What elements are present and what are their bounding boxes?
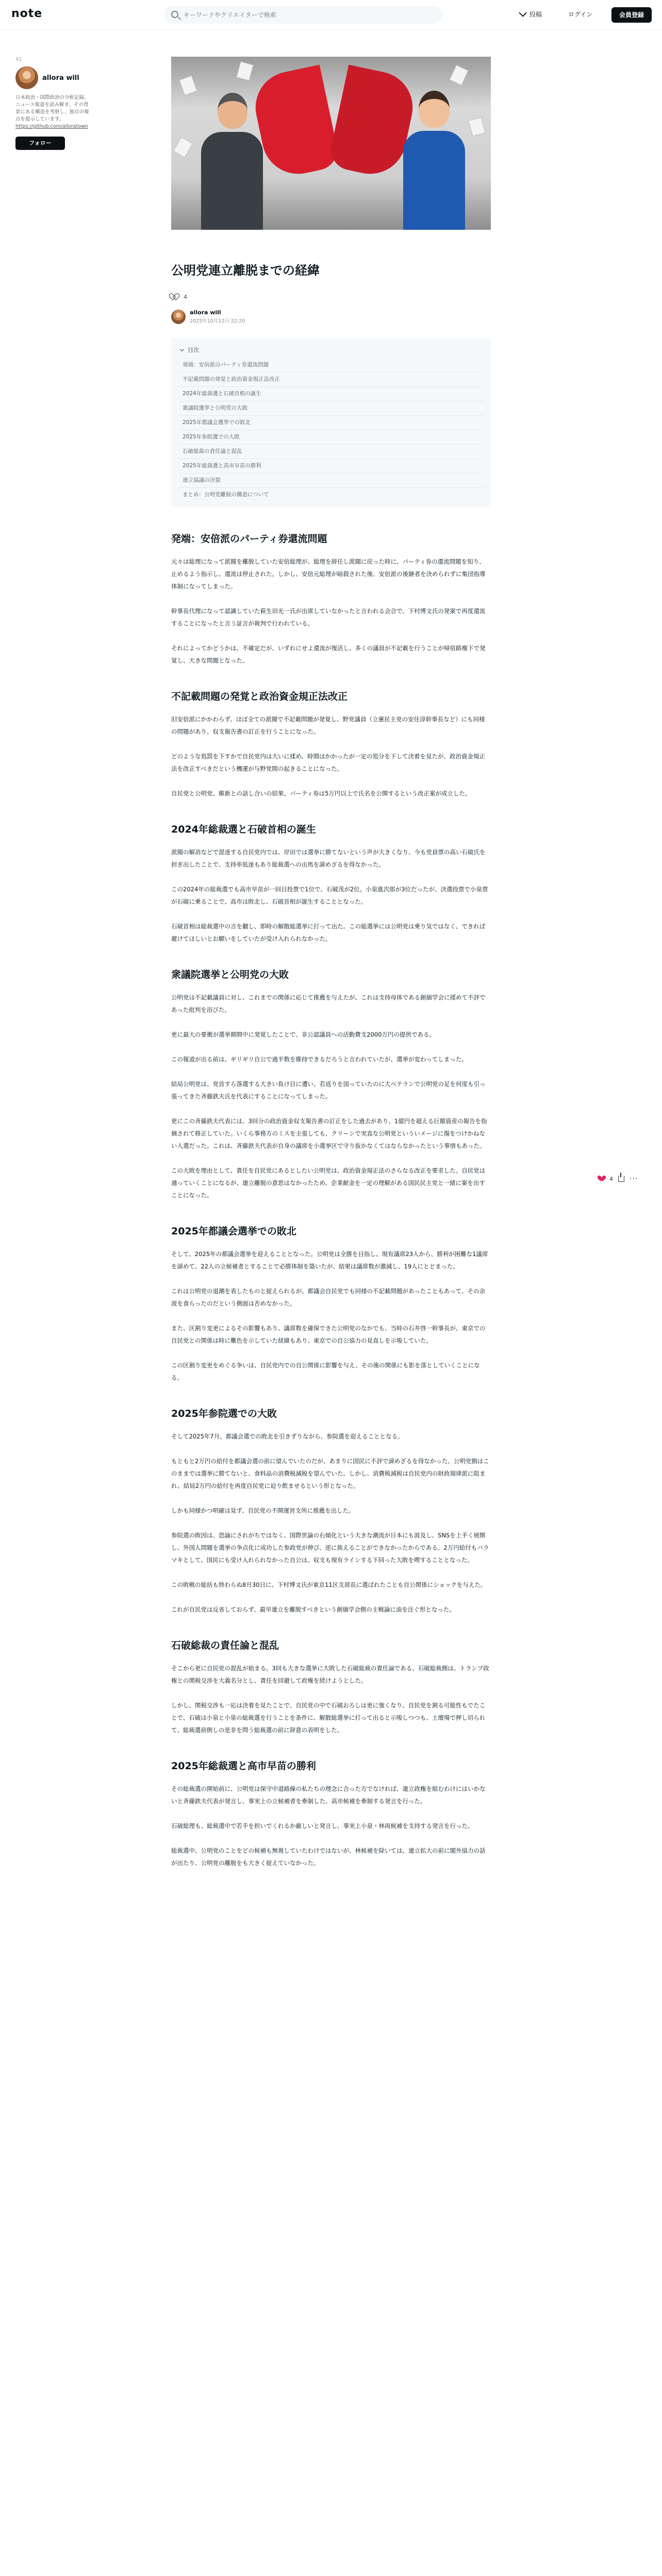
paragraph: 更に最大の要衝が選挙期間中に発覚したことで、非公認議員への活動費支2000万円の提供である。	[171, 1031, 436, 1038]
like-row	[171, 293, 491, 301]
follow-button[interactable]: フォロー	[15, 137, 65, 150]
flying-paper	[468, 117, 485, 137]
floating-actions	[599, 1175, 638, 1183]
toc-toggle[interactable]	[178, 346, 484, 354]
paragraph: どのような処罰を下すかで自民党内は大いに揉め、時間はかかったが一定の処分を下して決着を見たが、政治資金規正法を改正すべきだという機運が与野党間の起きることになった。	[171, 753, 486, 772]
publish-date: 2025年10月12日 22:20	[190, 318, 245, 324]
site-header	[0, 0, 662, 30]
search-input[interactable]	[184, 6, 436, 24]
author-name[interactable]: allora will	[190, 309, 221, 316]
woman-figure	[403, 91, 465, 230]
section-heading: 発端：安倍派のパーティ券還流問題	[171, 533, 327, 545]
paragraph: そして2025年7月、都議会選での敗北を引きずりながら、参院選を迎えることとなる。	[171, 1433, 404, 1440]
creator-link[interactable]: https://github.com/alloratown	[15, 124, 88, 129]
paragraph: 参院選の敗因は、恐論にされがちではなく、国際世論の右傾化という大きな潮流が日本にも波及し、SNSを上手く展開し、外国人問題を選挙の争点化に成功した参政党が伸び、逆に族えることができなかったからである。2万円給付もバラマキとして、国民にも受け入れられなかった自公は、収支も現有ラインする下回った大敗を喫することとなった。	[171, 1532, 489, 1564]
signup-button[interactable]: 会員登録	[611, 7, 652, 23]
paragraph: 石破総理も、総裁選中で若手を担いでくれるか厳しいと発言し、事実上小泉・林両候補を支持する発言を行った。	[171, 1822, 474, 1829]
article-title: 公明党連立離脱までの経緯	[171, 263, 320, 278]
paragraph: 石破首相は総裁選中の言を翻し、即時の解散総選挙に打って出た。この総選挙には公明党は乗り気ではなく、できれば避けてほしいとお願いをしていたが受け入れられなかった。	[171, 923, 486, 942]
share-icon[interactable]	[618, 1176, 624, 1182]
search-bar[interactable]	[164, 6, 442, 24]
section-heading: 2024年総裁選と石破首相の誕生	[171, 824, 316, 835]
paragraph: もともと2万円の給付を都議会選の前に望んでいたのだが、あまりに国民に不評で諦めざるを得なかった。公明党側はこのままでは選挙に勝てないと、食料品の消費税減税を望んでいた。しかし、消費税減税は自民党内の財政規律派に阻まれ、結局2万円の給付を再度自民党に迫り飲ませるという形となった。	[171, 1458, 489, 1489]
toc-item[interactable]: 石破総裁の責任論と混乱	[178, 445, 484, 459]
like-heart-icon[interactable]	[171, 294, 178, 300]
pen-icon	[519, 9, 527, 17]
toc-item[interactable]: まとめ：公明党離脱の構造について	[183, 492, 269, 498]
paragraph: 公明党は不記載議員に対し、これまでの関係に応じて推薦を与えたが、これは支持母体である創価学会に揉めて不評であった批判を浴びた。	[171, 994, 486, 1013]
paragraph: 総裁選中、公明党のことをどの候補も無視していたわけではないが、林候補を除いては、連立拡大の前に閣外協力の話が出たり、公明党の離脱をも大きく捉えていなかった。	[171, 1847, 486, 1867]
paragraph: その総裁選の開始前に、公明党は保守中道路線の私たちの理念に合った方でなければ、連立政権を組むわけにはいかないと斉藤鉄夫代表が発言し、事実上の立候補者を牽制した。高市候補を牽制する発言を行った。	[171, 1785, 486, 1805]
toc-item[interactable]: 2025年総裁選と高市早苗の勝利	[178, 459, 484, 473]
paragraph: 更にこの斉藤鉄夫代表には、3回分の政治資金収支報告書の訂正をした過去があり、1億円を超える巨額資産の報告を指摘されて修正していた。いくら事務方のミスを主張しても、クリーンで実直な公明党といういメージに傷をつけかねない人選だった。これは、斉藤鉄夫代表が自身の議席を小選挙区で守り抜かなくてはならなかったという事情もあった。	[171, 1117, 487, 1149]
paragraph: この2024年の総裁選でも高市早苗が一回目投票で1位で、石破茂が2位。小泉進次郎が3位だったが、決選投票で小泉票が石破に乗ることで、高市は敗北し、石破首相が誕生することとなった。	[171, 886, 488, 905]
login-link[interactable]: ログイン	[568, 11, 593, 18]
paragraph: そして、2025年の都議会選挙を迎えることとなった。公明党は全勝を目指し、現有議席23人から、勝利が困難な1議席を諦めて、22人の立候補者とすることで必勝体制を築いたが、結果は議席数が激減し、19人にとどまった。	[171, 1250, 488, 1270]
toc-item[interactable]: 不記載問題の発覚と政治資金規正法改正	[178, 372, 484, 387]
table-of-contents	[171, 338, 491, 507]
search-icon	[171, 11, 178, 18]
paragraph: それによってかどうかは、不確定だが、いずれにせよ還流が復活し、多くの議員が不記載を行うことが帰宿路権下で発覚し、大きな問題となった。	[171, 645, 486, 664]
paragraph: この区割り変更をめぐる争いは、自民党内での自公関係に影響を与え、その後の関係にも影を落としていくことになる。	[171, 1362, 480, 1381]
like-count: 4	[184, 293, 187, 300]
post-button[interactable]	[521, 10, 542, 19]
paragraph: また、区割り変更によるその影響もあり、議席数を確保できた公明党のなかでも、当時の石井啓一幹事長が、東京での自民党との関係は時に難色を示していた経緯もあり、東京での自公協力の見直しを示唆していた。	[171, 1325, 486, 1344]
paragraph: この報道が出る前は、ギリギリ自公で過半数を維持できるだろうと言われていたが、選挙が変わってしまった。	[171, 1056, 468, 1063]
paragraph: 元々は総理になって派閥を離脱していた安倍総理が、総理を辞任し派閥に戻った時に、パーティ券の還流問題を知り、止めるよう指示し、還流は停止された。しかし、安倍元総理が暗殺された後、安倍派の後継者を決められずに集団指導体制になってしまった。	[171, 558, 486, 590]
creator-name[interactable]: allora will	[42, 74, 79, 82]
more-icon[interactable]: ···	[630, 1175, 638, 1183]
flying-paper	[236, 61, 253, 81]
section-heading: 2025年都議会選挙での敗北	[171, 1226, 296, 1237]
float-like-count: 4	[609, 1175, 613, 1182]
paragraph: 派閥の解消などで混迷する自民党内では、岸田では選挙に勝てないという声が大きくなり、今も党員票の高い石破氏を担ぎ出したことで、支持率低迷もあり総裁選への出馬を諦めざるを得なかった。	[171, 849, 486, 868]
toc-label: 目次	[188, 347, 199, 353]
paragraph: 自民党と公明党、維新との話し合いの結果、パーティ券は5万円以上で氏名を公開するという改正案が成立した。	[171, 790, 471, 797]
article	[171, 262, 491, 1882]
section-heading: 不記載問題の発覚と政治資金規正法改正	[171, 691, 348, 702]
author-avatar[interactable]	[171, 310, 186, 324]
man-figure	[201, 93, 263, 230]
creator-handle: 41	[15, 57, 22, 62]
flying-paper	[173, 137, 193, 158]
toc-item[interactable]: 連立協議の決裂	[178, 473, 484, 488]
paragraph: これは公明党の退潮を表したものと捉えられるが、都議会自民党でも同様の不記載問題があったこともあって、その余波を食らったのだという側面は否めなかった。	[171, 1287, 486, 1307]
section-heading: 2025年参院選での大敗	[171, 1408, 277, 1419]
paragraph: 幹事長代理になって認識していた萩生田光一氏が出席していなかったと言われる会合で、下村博文氏の発案で再度還流することになったと言う証言が裁判で行われている。	[171, 607, 486, 627]
creator-bio-text: 日本政治・国際政治の分析記録。ニュース報道を読み解き、その背景にある構造を考察し、独自の視点を提示しています。	[15, 95, 89, 122]
paragraph: 結局公明党は、党首すら落選する大きい負け目に遭い、若返りを図っていたのに大ベテランで公明党の足を何度も引っ張ってきた斉藤鉄夫氏を代表にすることになってしまった。	[171, 1080, 486, 1100]
toc-item[interactable]: 2025年参院選での大敗	[178, 430, 484, 445]
creator-bio	[15, 94, 93, 130]
note-logo[interactable]: note	[11, 7, 43, 20]
paragraph: しかも同様かつ明確は見ず、自民党の不開運営支所に推薦を出した。	[171, 1507, 355, 1514]
toc-item[interactable]: 衆議院選挙と公明党の大敗	[178, 401, 484, 416]
toc-item[interactable]: 2025年都議会選挙での敗北	[178, 416, 484, 430]
author-row	[171, 309, 491, 324]
paragraph: この敗戦の総括も終わらぬ8月30日に、下村博文氏が東京11区支部長に選ばれたことも自公関係にショックを与えた。	[171, 1581, 487, 1588]
paragraph: 旧安倍派にかかわらず、ほぼ全ての派閥で不記載問題が発覚し、野党議員（立憲民主党の安住淳幹事長など）にも同様の問題があり、収支報告書の訂正を行うことになった。	[171, 716, 485, 735]
section-heading: 衆議院選挙と公明党の大敗	[171, 969, 289, 980]
flying-paper	[449, 65, 468, 86]
paragraph: そこから更に自民党の混乱が始まる。3回も大きな選挙に大敗した石破総裁の責任論である。石破総裁側は、トランプ政権との関税交渉を大義名分とし、責任を回避して政権を続けようとした。	[171, 1665, 489, 1684]
creator-sidebar	[15, 57, 93, 150]
section-heading: 2025年総裁選と高市早苗の勝利	[171, 1760, 316, 1772]
paragraph: これが自民党は反省しておらず、最早連立を離脱すべきという創価学会側の主戦論に油を注ぐ形となった。	[171, 1606, 455, 1613]
paragraph: この大敗を理由として、責任を自民党にあるとしたい公明党は、政治資金規正法のさらなる改正を要求した。自民党は通っていくことになるが、連立離脱の意思はなかったため、企業献金を一定の理解がある国民民主党と一緒に案を出すことになった。	[171, 1167, 486, 1199]
section-heading: 石破総裁の責任論と混乱	[171, 1640, 279, 1651]
post-label: 投稿	[529, 11, 542, 18]
toc-item[interactable]: 発端：安倍派のパーティ券還流問題	[178, 358, 484, 372]
like-heart-icon[interactable]	[599, 1176, 606, 1182]
hero-image	[171, 57, 491, 230]
paragraph: しかし、関税交渉も一応は決着を見たことで、自民党の中で石破おろしは更に強くなり、自民党を割る可能性もでたことで、石破は小泉と小泉の総裁選を行うことを条件に、解散総選挙に打って出ると示唆しつつも、土壇場で押し切られて、総裁選前倒しの是非を問う総裁選の前に辞意の表明をした。	[171, 1702, 486, 1734]
toc-item[interactable]: 2024年総裁選と石破首相の誕生	[178, 387, 484, 401]
creator-avatar[interactable]	[15, 66, 38, 89]
flying-paper	[179, 76, 197, 96]
chevron-down-icon	[180, 347, 184, 351]
